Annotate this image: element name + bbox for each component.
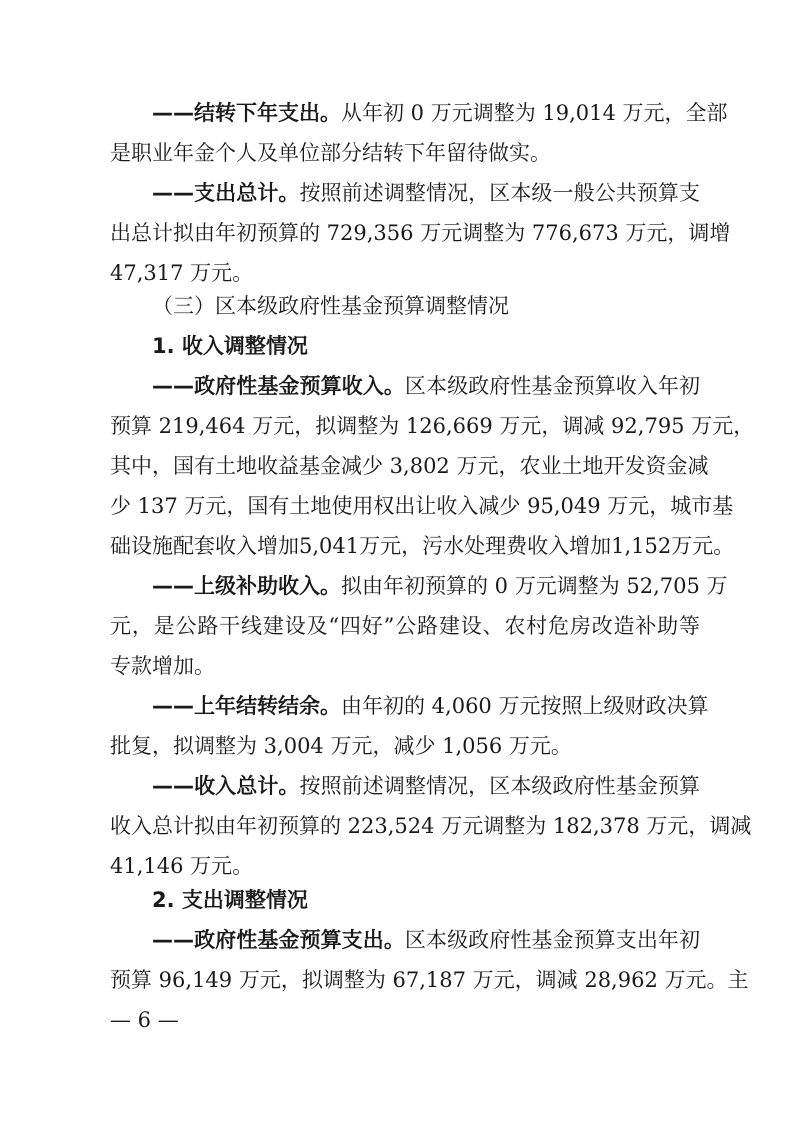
paragraph-lead: ——结转下年支出。 bbox=[152, 101, 341, 125]
paragraph-lead: ——政府性基金预算支出。 bbox=[152, 928, 405, 952]
paragraph-lead: ——政府性基金预算收入。 bbox=[152, 374, 405, 398]
paragraph-line: 批复，拟调整为 3,004 万元，减少 1,056 万元。 bbox=[110, 734, 572, 758]
paragraph-text: 拟由年初预算的 0 万元调整为 52,705 万 bbox=[341, 574, 728, 598]
paragraph-text: 从年初 0 万元调整为 19,014 万元，全部 bbox=[341, 101, 728, 125]
paragraph-line: 收入总计拟由年初预算的 223,524 万元调整为 182,378 万元，调减 bbox=[110, 814, 752, 838]
section-heading: （三）区本级政府性基金预算调整情况 bbox=[152, 294, 509, 318]
paragraph-line: 专款增加。 bbox=[110, 654, 215, 678]
paragraph-line bbox=[152, 920, 700, 960]
paragraph-text: 区本级政府性基金预算支出年初 bbox=[404, 928, 701, 952]
paragraph-line: 础设施配套收入增加5,041万元，污水处理费收入增加1,152万元。 bbox=[110, 534, 735, 558]
paragraph-text: 按照前述调整情况，区本级政府性基金预算 bbox=[299, 774, 700, 798]
paragraph-lead: ——支出总计。 bbox=[152, 181, 300, 205]
subsection-heading: 2. 支出调整情况 bbox=[152, 888, 308, 912]
page-number: — 6 — bbox=[110, 1008, 179, 1032]
paragraph-lead: ——上级补助收入。 bbox=[152, 574, 341, 598]
paragraph-line: 预算 219,464 万元，拟调整为 126,669 万元，调减 92,795 万元， bbox=[110, 414, 755, 438]
paragraph-text: 按照前述调整情况，区本级一般公共预算支 bbox=[299, 181, 700, 205]
paragraph-line bbox=[152, 766, 700, 806]
paragraph-line: 出总计拟由年初预算的 729,356 万元调整为 776,673 万元，调增 bbox=[110, 221, 731, 245]
paragraph-line: 预算 96,149 万元，拟调整为 67,187 万元，调减 28,962 万元。主 bbox=[110, 968, 749, 992]
paragraph-line: 少 137 万元，国有土地使用权出让收入减少 95,049 万元，城市基 bbox=[110, 494, 734, 518]
paragraph-line: 元，是公路干线建设及“四好”公路建设、农村危房改造补助等 bbox=[110, 614, 700, 638]
paragraph-line bbox=[152, 93, 728, 133]
paragraph-line bbox=[152, 566, 728, 606]
paragraph-line bbox=[152, 686, 709, 726]
paragraph-line bbox=[152, 173, 700, 213]
paragraph-lead: ——上年结转结余。 bbox=[152, 694, 341, 718]
paragraph-line bbox=[152, 366, 700, 406]
paragraph-line: 41,146 万元。 bbox=[110, 854, 254, 878]
paragraph-text: 由年初的 4,060 万元按照上级财政决算 bbox=[341, 694, 709, 718]
subsection-heading: 1. 收入调整情况 bbox=[152, 334, 308, 358]
paragraph-lead: ——收入总计。 bbox=[152, 774, 300, 798]
paragraph-line: 47,317 万元。 bbox=[110, 261, 254, 285]
paragraph-line: 是职业年金个人及单位部分结转下年留待做实。 bbox=[110, 141, 551, 165]
paragraph-line: 其中，国有土地收益基金减少 3,802 万元，农业土地开发资金减 bbox=[110, 454, 709, 478]
paragraph-text: 区本级政府性基金预算收入年初 bbox=[404, 374, 701, 398]
